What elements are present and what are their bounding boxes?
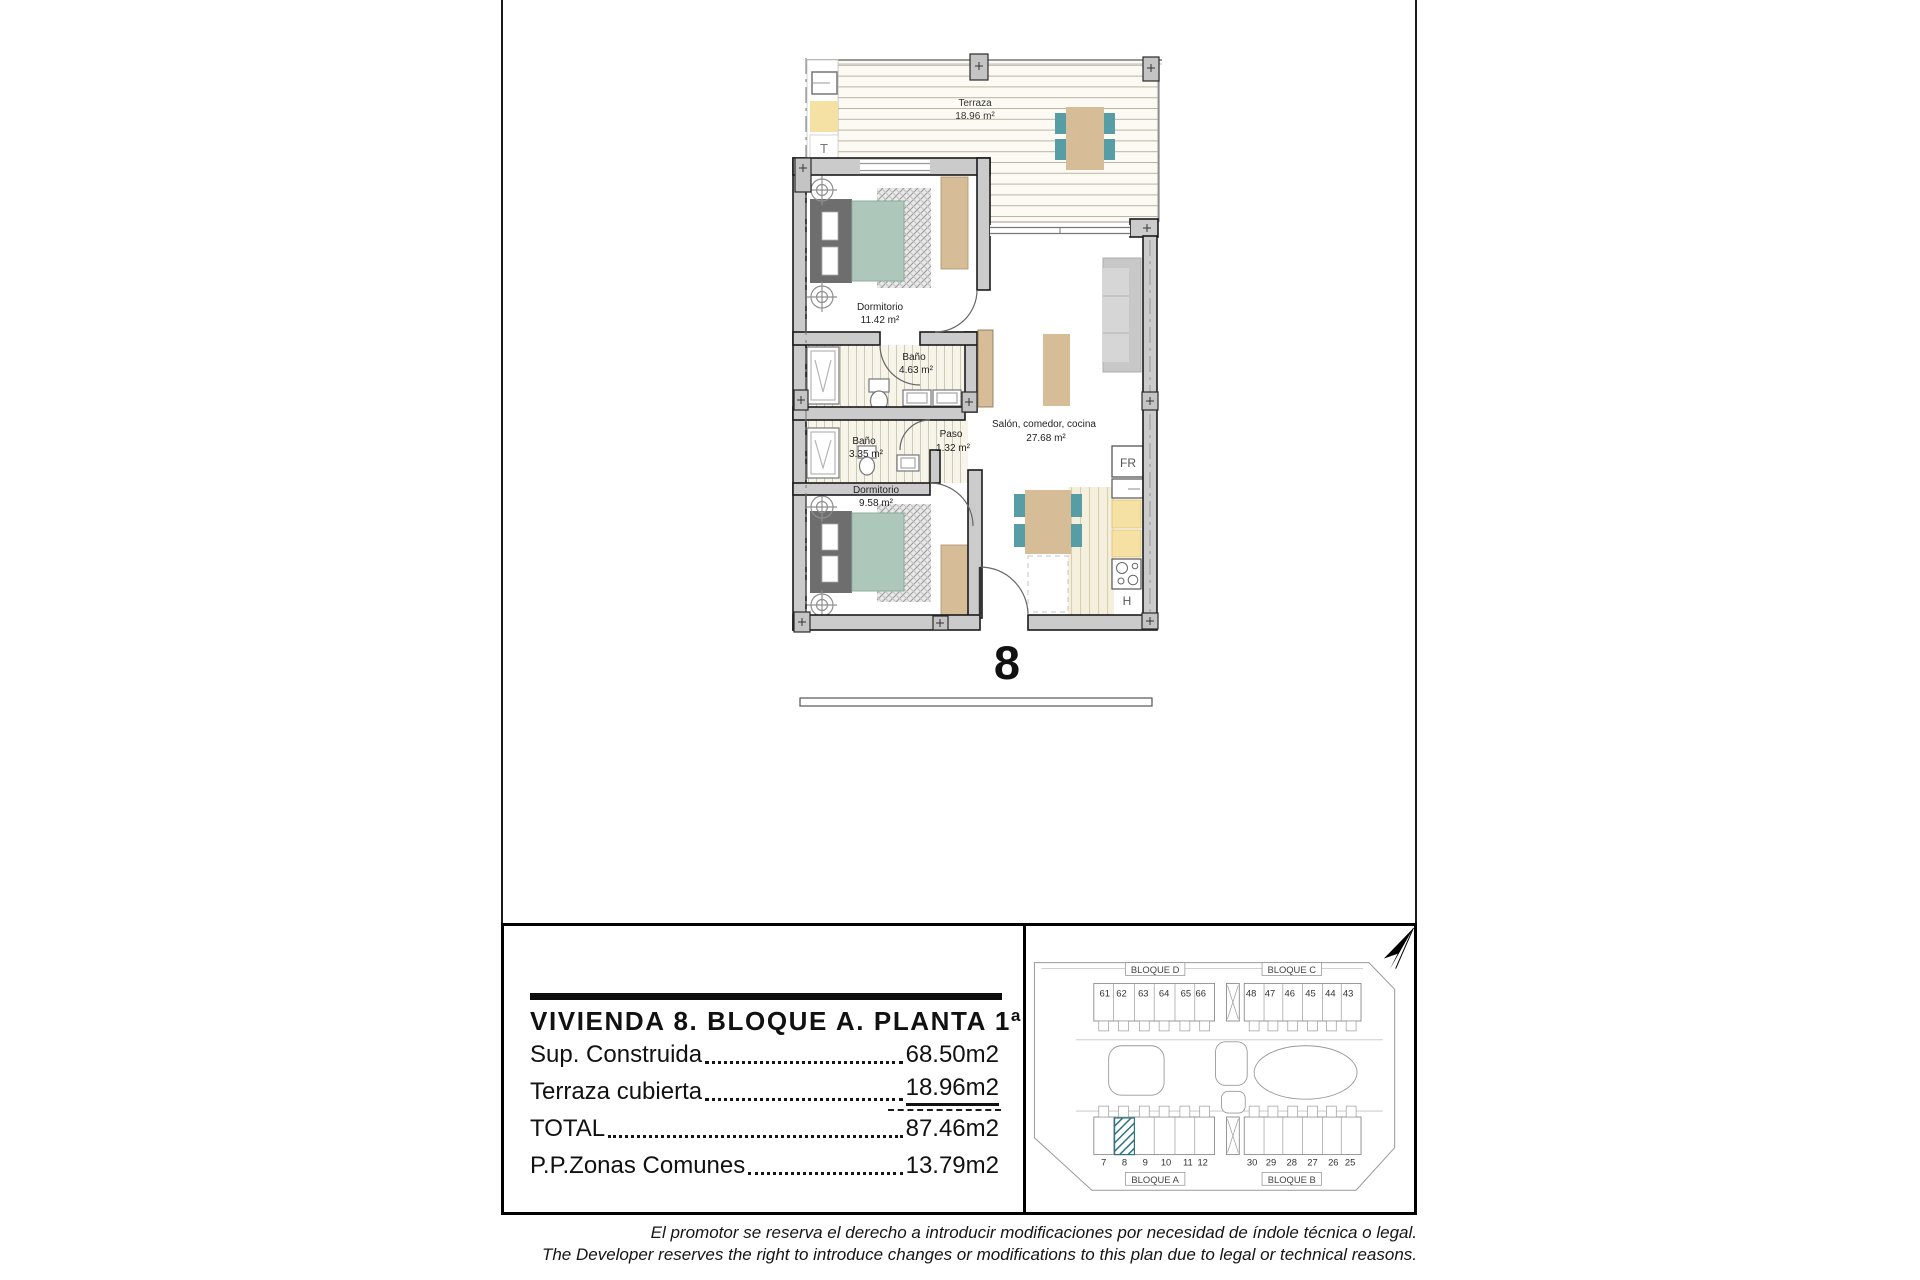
- svg-text:9: 9: [1142, 1156, 1148, 1168]
- svg-text:26: 26: [1328, 1156, 1339, 1168]
- area-table: [530, 1032, 999, 1180]
- svg-text:28: 28: [1286, 1156, 1297, 1168]
- site-plan: [1026, 926, 1414, 1212]
- dotted-leader: [748, 1172, 902, 1175]
- hob-label: H: [1122, 594, 1132, 608]
- pillow: [822, 556, 838, 582]
- courtyard-features: [1109, 1042, 1357, 1113]
- svg-text:48: 48: [1245, 987, 1257, 999]
- disclaimer-line-en: The Developer reserves the right to introduce changes or modifications to this plan due to legal or technical reasons.: [541, 1244, 1417, 1264]
- svg-text:61: 61: [1099, 987, 1110, 999]
- svg-text:43: 43: [1342, 987, 1354, 999]
- row-label: Terraza cubierta: [530, 1078, 703, 1105]
- wardrobe: [941, 177, 968, 269]
- scale-bar: [800, 698, 1152, 706]
- room-area-terraza: 18.96 m²: [955, 111, 995, 122]
- row-value: 18.96m2: [906, 1074, 999, 1106]
- terrace-storage-label: T: [820, 141, 828, 156]
- door-arc: [935, 290, 977, 332]
- sideboard: [1043, 334, 1070, 406]
- toilet: [869, 379, 889, 392]
- title-rule: [530, 993, 1002, 1000]
- svg-text:11: 11: [1182, 1156, 1193, 1168]
- block-label-b: BLOQUE B: [1267, 1173, 1316, 1185]
- kitchen-cabinet: [1112, 530, 1141, 557]
- svg-text:12: 12: [1197, 1156, 1208, 1168]
- pillow: [822, 247, 838, 275]
- svg-text:44: 44: [1325, 987, 1336, 999]
- dotted-leader: [705, 1098, 903, 1101]
- bedroom1-furniture: [807, 175, 968, 312]
- row-label: TOTAL: [530, 1115, 606, 1142]
- room-label-salon: Salón, comedor, cocina: [992, 419, 1096, 430]
- table-row: [530, 1143, 999, 1180]
- highlighted-unit-8: [1115, 1118, 1135, 1155]
- pillow: [822, 524, 838, 550]
- pool: [1254, 1046, 1357, 1099]
- entrance-door-arc: [980, 567, 1028, 615]
- shower: [807, 428, 839, 478]
- svg-text:47: 47: [1264, 987, 1276, 999]
- table-row: [530, 1032, 999, 1069]
- row-label: Sup. Construida: [530, 1041, 703, 1068]
- svg-text:25: 25: [1344, 1156, 1356, 1168]
- dining-chair: [1014, 494, 1026, 517]
- svg-text:7: 7: [1101, 1156, 1107, 1168]
- ceiling-light-icon: [807, 282, 837, 312]
- svg-text:66: 66: [1195, 987, 1206, 999]
- svg-text:46: 46: [1284, 987, 1295, 999]
- room-area-paso: 1.32 m²: [936, 443, 970, 454]
- room-label-paso: Paso: [939, 429, 963, 440]
- dining-table: [1025, 490, 1071, 554]
- room-area-dormitorio2: 9.58 m²: [859, 498, 893, 509]
- fridge-label: FR: [1120, 456, 1136, 470]
- kitchen-cabinet: [1112, 500, 1141, 528]
- site-plan-panel: [1026, 926, 1414, 1212]
- disclaimer-line-es: El promotor se reserva el derecho a introducir modificaciones por necesidad de índole técnica o legal.: [650, 1223, 1417, 1242]
- svg-text:63: 63: [1138, 987, 1149, 999]
- svg-text:29: 29: [1265, 1156, 1277, 1168]
- svg-text:62: 62: [1116, 987, 1127, 999]
- bedroom2-furniture: [807, 492, 968, 620]
- room-area-salon: 27.68 m²: [1026, 433, 1066, 444]
- room-label-dormitorio2: Dormitorio: [852, 485, 900, 496]
- svg-text:27: 27: [1307, 1156, 1318, 1168]
- row-value: 87.46m2: [905, 1115, 999, 1142]
- dining-chair: [1070, 524, 1082, 547]
- sink: [897, 455, 919, 471]
- page-title: VIVIENDA 8. BLOQUE A. PLANTA 1ª: [530, 1006, 1023, 1036]
- door-arc: [930, 483, 973, 526]
- block-label-d: BLOQUE D: [1130, 964, 1180, 976]
- bed: [852, 201, 904, 281]
- svg-text:10: 10: [1160, 1156, 1172, 1168]
- row-value: 13.79m2: [905, 1152, 999, 1179]
- dining-chair: [1070, 494, 1082, 517]
- room-area-bano2: 3.35 m²: [849, 449, 883, 460]
- shower: [807, 347, 839, 404]
- svg-text:65: 65: [1180, 987, 1192, 999]
- installation-shaft: [810, 101, 838, 132]
- dining-chair: [1014, 524, 1026, 547]
- block-label-c: BLOQUE C: [1267, 964, 1317, 976]
- room-area-dormitorio1: 11.42 m²: [860, 315, 900, 326]
- pillow: [822, 212, 838, 240]
- svg-text:8: 8: [1121, 1156, 1128, 1168]
- disclaimer: [437, 1222, 1417, 1265]
- block-label-a: BLOQUE A: [1131, 1173, 1179, 1185]
- svg-text:64: 64: [1158, 987, 1170, 999]
- unit-info-panel: [504, 926, 1026, 1212]
- dotted-leader: [608, 1135, 902, 1138]
- room-label-bano2: Baño: [852, 436, 876, 447]
- wardrobe: [941, 545, 968, 615]
- unit-number: 8: [993, 636, 1021, 689]
- row-value: 68.50m2: [905, 1041, 999, 1068]
- bed: [852, 513, 904, 591]
- room-label-bano1: Baño: [902, 352, 926, 363]
- summary-panel: [501, 923, 1417, 1215]
- hall-cupboard: [978, 330, 993, 407]
- table-row: [530, 1106, 999, 1143]
- svg-text:45: 45: [1305, 987, 1316, 999]
- svg-text:30: 30: [1246, 1156, 1258, 1168]
- row-label: P.P.Zonas Comunes: [530, 1152, 746, 1179]
- dotted-leader: [705, 1061, 902, 1064]
- room-label-dormitorio1: Dormitorio: [856, 302, 904, 313]
- room-label-terraza: Terraza: [958, 98, 992, 109]
- room-area-bano1: 4.63 m²: [899, 365, 933, 376]
- table-row: [530, 1069, 999, 1106]
- north-arrow-icon: [1384, 928, 1414, 970]
